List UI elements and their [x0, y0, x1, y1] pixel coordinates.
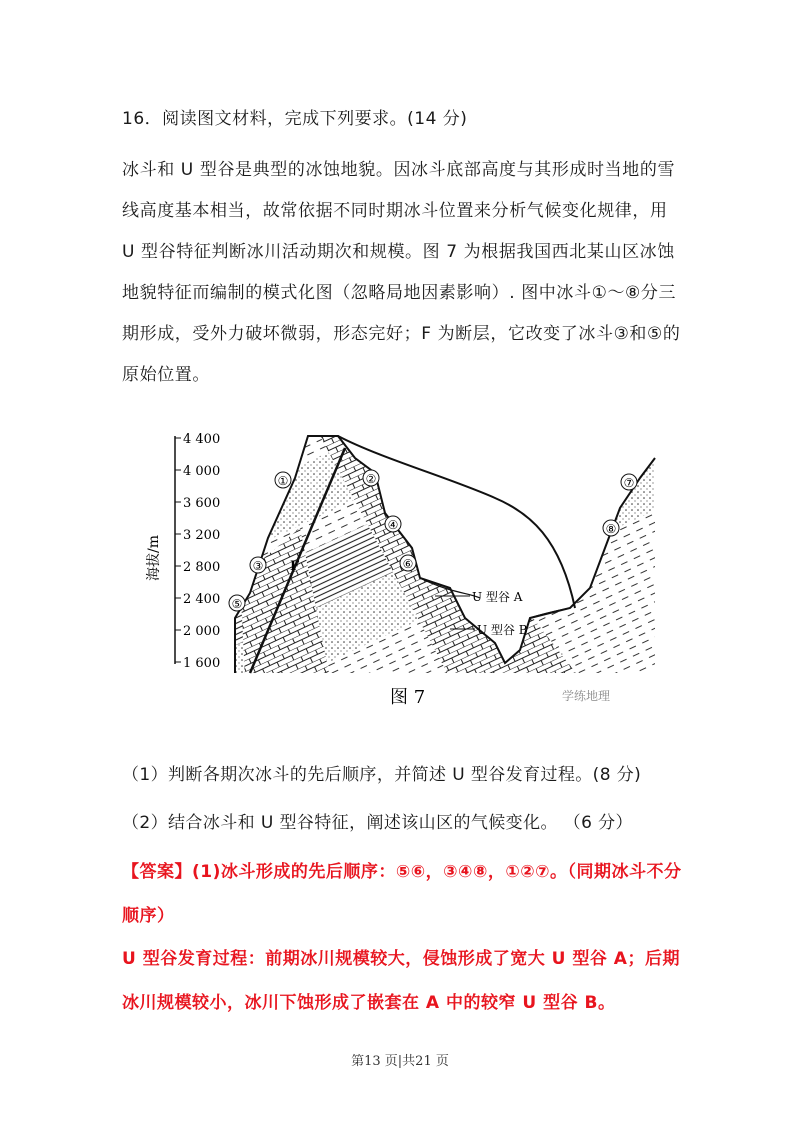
figure-caption: 图 7: [390, 687, 426, 708]
svg-text:③: ③: [252, 559, 264, 573]
question-title: 16．阅读图文材料，完成下列要求。(14 分): [122, 109, 468, 129]
y-tick-label: 3 200: [183, 528, 221, 543]
cirque-8: [603, 520, 619, 536]
y-tick-label: 4 000: [183, 464, 221, 479]
svg-text:⑤: ⑤: [231, 597, 243, 611]
sub-question-2: （2）结合冰斗和 U 型谷特征，阐述该山区的气候变化。 （6 分）: [122, 813, 633, 833]
y-tick-label: 2 400: [183, 592, 221, 607]
sub-question-1: （1）判断各期次冰斗的先后顺序，并简述 U 型谷发育过程。(8 分): [122, 765, 642, 785]
cirque-6: [400, 555, 416, 571]
y-tick-label: 2 800: [183, 560, 221, 575]
figure-7: [146, 418, 660, 718]
question-paragraph: 冰斗和 U 型谷是典型的冰蚀地貌。因冰斗底部高度与其形成时当地的雪线高度基本相当，故常依据不同时期冰斗位置来分析气候变化规律，用 U 型谷特征判断冰川活动期次和规模。图 7 为根据我国西北某山区冰蚀地貌特征而编制的模式化图（忽略局地因素影响）. 图中冰斗①～⑧分三期形成，受外力破坏微弱，形态完好；F 为断层，它改变了冰斗③和⑤的原始位置。: [122, 160, 681, 385]
cirque-7: [621, 474, 637, 490]
svg-text:④: ④: [387, 518, 399, 532]
y-axis-ticks: [175, 432, 220, 671]
answer-part-2: U 型谷发育过程：前期冰川规模较大，侵蚀形成了宽大 U 型谷 A；后期冰川规模较小，冰川下蚀形成了嵌套在 A 中的较窄 U 型谷 B。: [122, 949, 680, 1013]
fault-label: F: [290, 559, 300, 574]
svg-text:②: ②: [365, 472, 377, 486]
valley-b-label: U 型谷 B: [477, 623, 528, 637]
cirque-1: [275, 472, 291, 488]
svg-text:⑧: ⑧: [605, 522, 617, 536]
svg-text:①: ①: [277, 474, 289, 488]
answer-part-1: 【答案】(1)冰斗形成的先后顺序：⑤⑥，③④⑧，①②⑦。（同期冰斗不分顺序）: [122, 862, 682, 926]
watermark: 学练地理: [562, 689, 611, 703]
valley-a-label: U 型谷 A: [472, 590, 523, 604]
terrain-cross-section: [146, 418, 660, 718]
svg-text:⑥: ⑥: [402, 557, 414, 571]
y-tick-label: 2 000: [183, 624, 221, 639]
cirque-2: [363, 470, 379, 486]
page-number: 第13 页|共21 页: [351, 1054, 449, 1069]
y-tick-label: 3 600: [183, 496, 221, 511]
y-axis-label: 海拔/m: [146, 535, 162, 581]
cirque-5: [229, 595, 245, 611]
cirque-4: [385, 516, 401, 532]
cirque-3: [250, 557, 266, 573]
y-tick-label: 1 600: [183, 656, 221, 671]
y-tick-label: 4 400: [183, 432, 221, 447]
svg-text:⑦: ⑦: [623, 476, 635, 490]
